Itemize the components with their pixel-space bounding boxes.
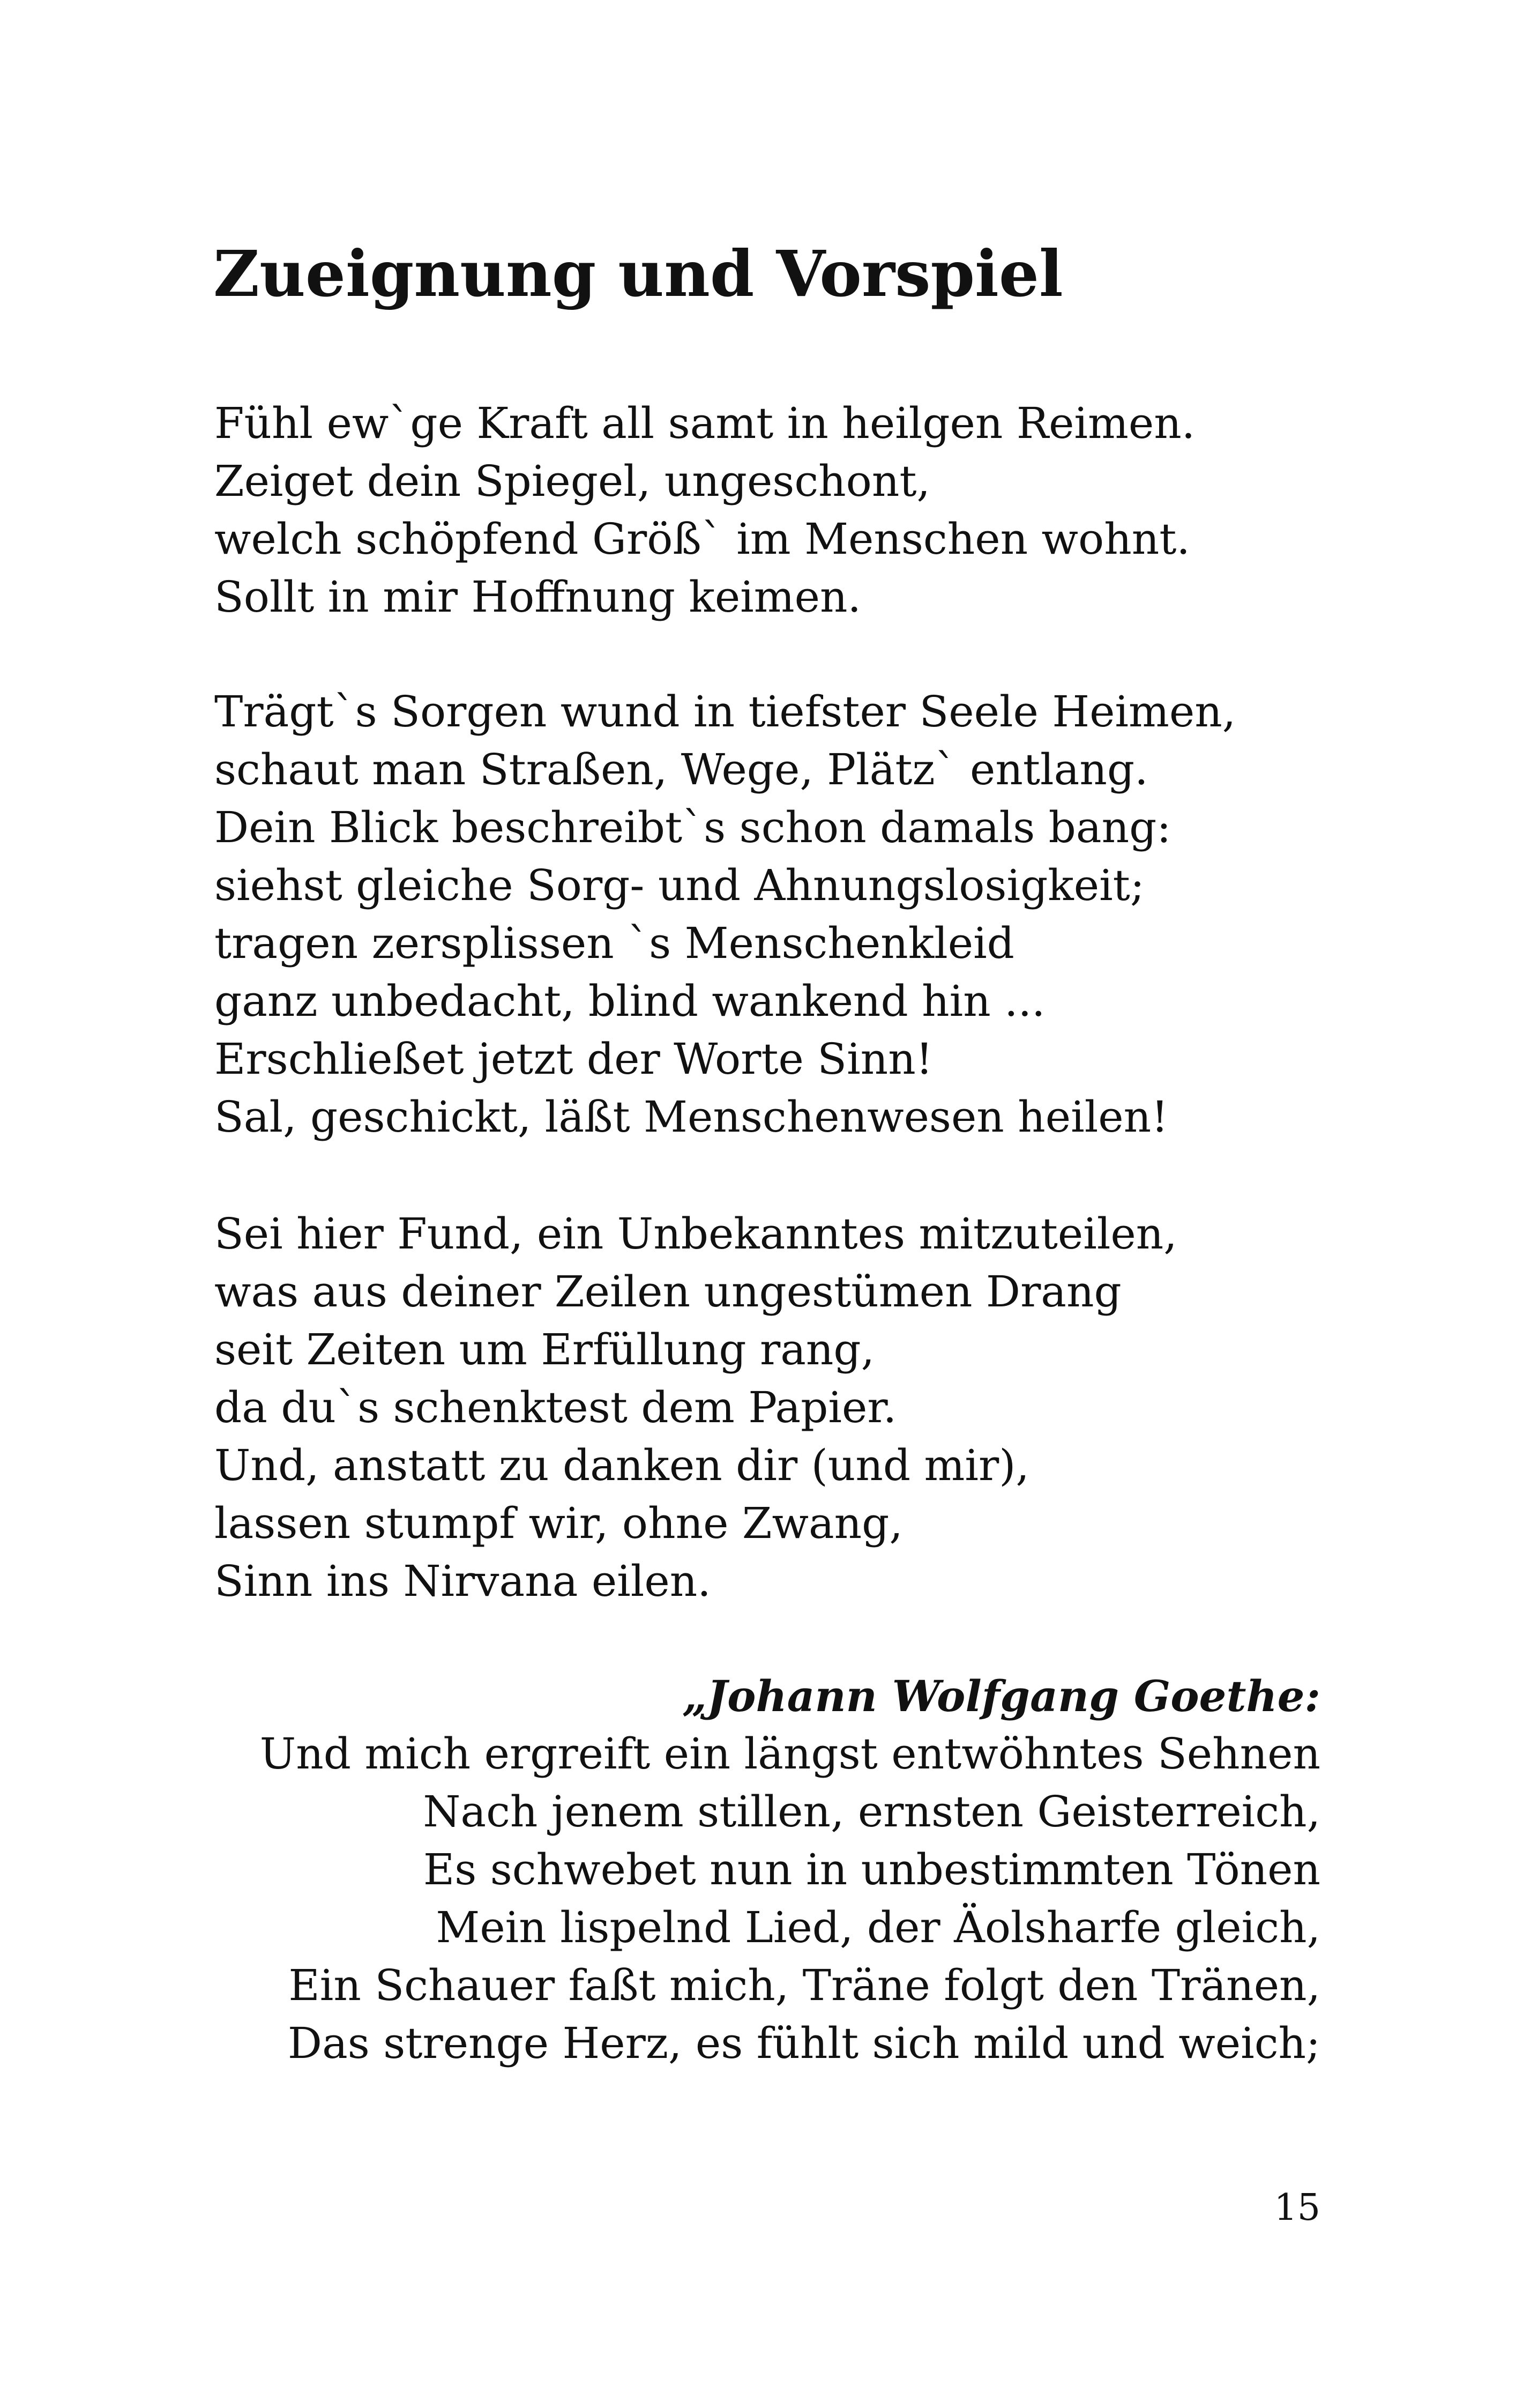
page-number: 15: [1274, 2187, 1320, 2229]
stanza-3: [214, 1205, 1177, 1610]
quote-line: Ein Schauer faßt mich, Träne folgt den Tränen,: [288, 1960, 1320, 2010]
verse-line: da du`s schenktest dem Papier.: [214, 1383, 897, 1432]
verse-line: Und, anstatt zu danken dir (und mir),: [214, 1440, 1029, 1490]
quote-line: Es schwebet nun in unbestimmten Tönen: [423, 1845, 1320, 1894]
verse-line: welch schöpfend Größ` im Menschen wohnt.: [214, 514, 1190, 564]
verse-line: Trägt`s Sorgen wund in tiefster Seele Heimen,: [214, 687, 1236, 737]
verse-line: Sollt in mir Hoffnung keimen.: [214, 572, 861, 622]
verse-line: Sinn ins Nirvana eilen.: [214, 1556, 711, 1606]
verse-line: Dein Blick beschreibt`s schon damals bang:: [214, 802, 1171, 852]
verse-line: Erschließet jetzt der Worte Sinn!: [214, 1034, 933, 1084]
quote-line: Mein lispelnd Lied, der Äolsharfe gleich,: [436, 1902, 1320, 1952]
goethe-quote: [260, 1667, 1320, 2072]
verse-line: lassen stumpf wir, ohne Zwang,: [214, 1498, 903, 1548]
verse-line: was aus deiner Zeilen ungestümen Drang: [214, 1267, 1122, 1317]
quote-author: „Johann Wolfgang Goethe:: [682, 1671, 1320, 1721]
stanza-1: [214, 395, 1195, 626]
verse-line: tragen zersplissen `s Menschenkleid: [214, 918, 1014, 968]
verse-line: schaut man Straßen, Wege, Plätz` entlang.: [214, 745, 1148, 794]
verse-line: Sei hier Fund, ein Unbekanntes mitzuteilen,: [214, 1209, 1177, 1259]
verse-line: siehst gleiche Sorg- und Ahnungslosigkeit;: [214, 860, 1145, 910]
quote-line: Nach jenem stillen, ernsten Geisterreich,: [423, 1787, 1320, 1837]
quote-line: Und mich ergreift ein längst entwöhntes Sehnen: [259, 1729, 1320, 1779]
verse-line: Sal, geschickt, läßt Menschenwesen heilen!: [214, 1092, 1169, 1142]
verse-line: ganz unbedacht, blind wankend hin ...: [214, 976, 1046, 1026]
page-title: Zueignung und Vorspiel: [213, 236, 1063, 311]
stanza-2: [214, 683, 1236, 1146]
verse-line: Zeiget dein Spiegel, ungeschont,: [214, 456, 930, 506]
verse-line: seit Zeiten um Erfüllung rang,: [214, 1325, 875, 1374]
verse-line: Fühl ew`ge Kraft all samt in heilgen Reimen.: [214, 398, 1196, 448]
quote-line: Das strenge Herz, es fühlt sich mild und weich;: [287, 2018, 1320, 2068]
